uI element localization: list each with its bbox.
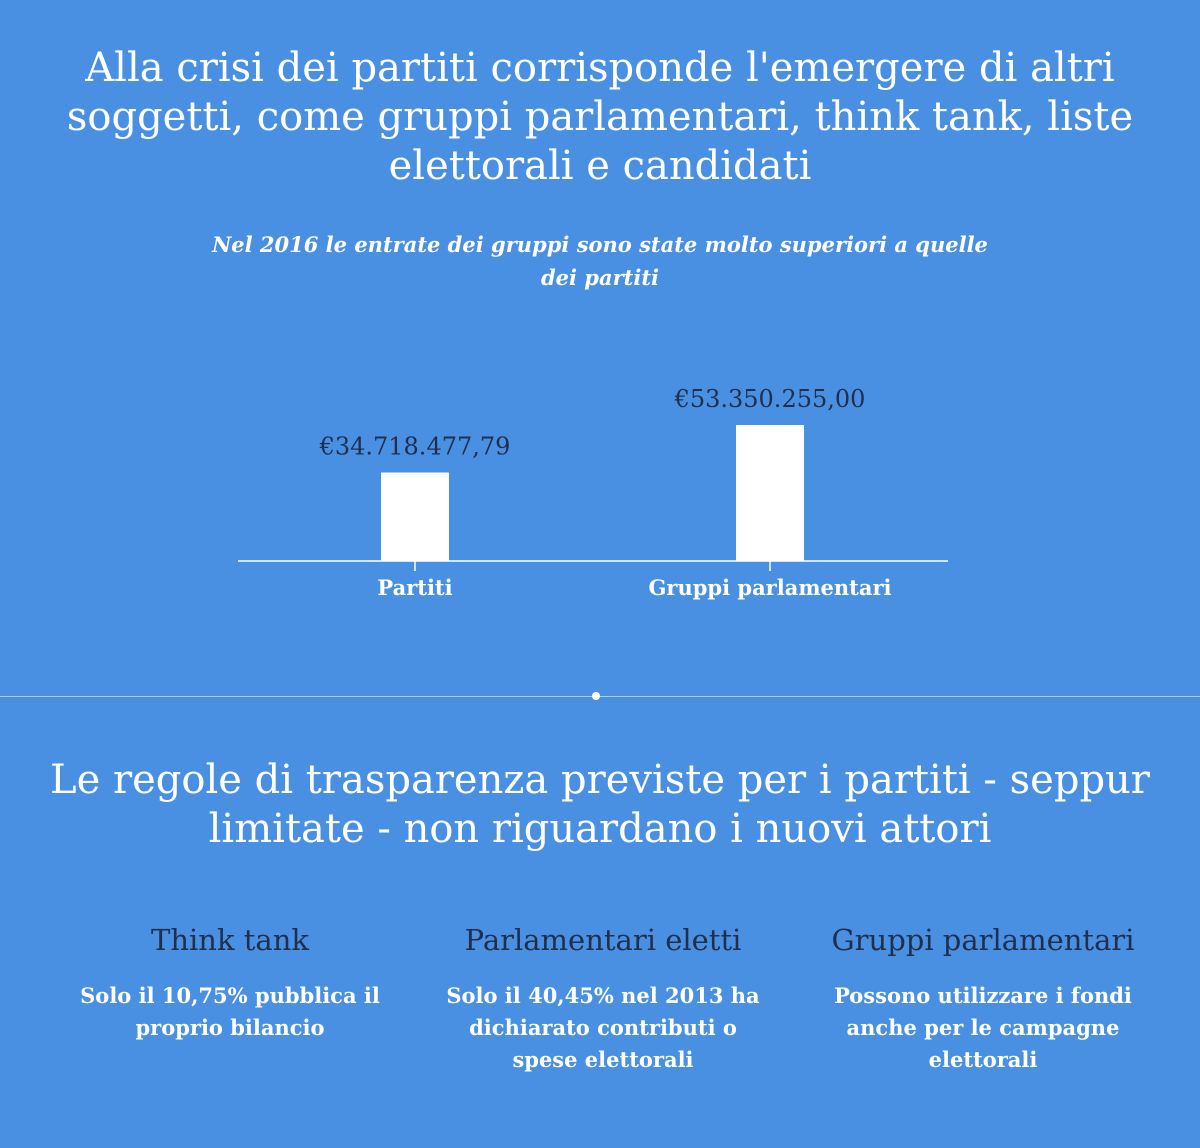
section-divider [0, 696, 1200, 697]
bar-chart [0, 340, 1200, 630]
x-tick-label: Gruppi parlamentari [648, 575, 892, 600]
bar-value-label: €53.350.255,00 [674, 385, 866, 413]
column-gruppi-parlamentari [813, 920, 1153, 1076]
column-heading: Think tank [151, 923, 309, 957]
column-text: Possono utilizzare i fondi anche per le campagne elettorali [834, 983, 1132, 1072]
bar-value-label: €34.718.477,79 [319, 432, 511, 461]
column-heading: Gruppi parlamentari [831, 923, 1135, 957]
bar [381, 472, 449, 561]
column-text: Solo il 10,75% pubblica il proprio bilancio [80, 983, 380, 1040]
page-title: Alla crisi dei partiti corrisponde l'emergere di altri soggetti, come gruppi parlamentari, think tank, liste elettorali e candidati [66, 45, 1134, 189]
column-heading: Parlamentari eletti [464, 923, 742, 957]
x-tick-label: Partiti [377, 575, 453, 600]
column-parlamentari-eletti [433, 920, 773, 1076]
column-text: Solo il 40,45% nel 2013 ha dichiarato contributi o spese elettorali [446, 983, 760, 1072]
column-think-tank [60, 920, 400, 1044]
chart-title: Nel 2016 le entrate dei gruppi sono state molto superiori a quelle dei partiti [212, 232, 988, 290]
divider-dot [592, 692, 600, 700]
section-title: Le regole di trasparenza previste per i partiti - seppur limitate - non riguardano i nuovi attori [50, 757, 1150, 852]
bar [736, 425, 804, 561]
